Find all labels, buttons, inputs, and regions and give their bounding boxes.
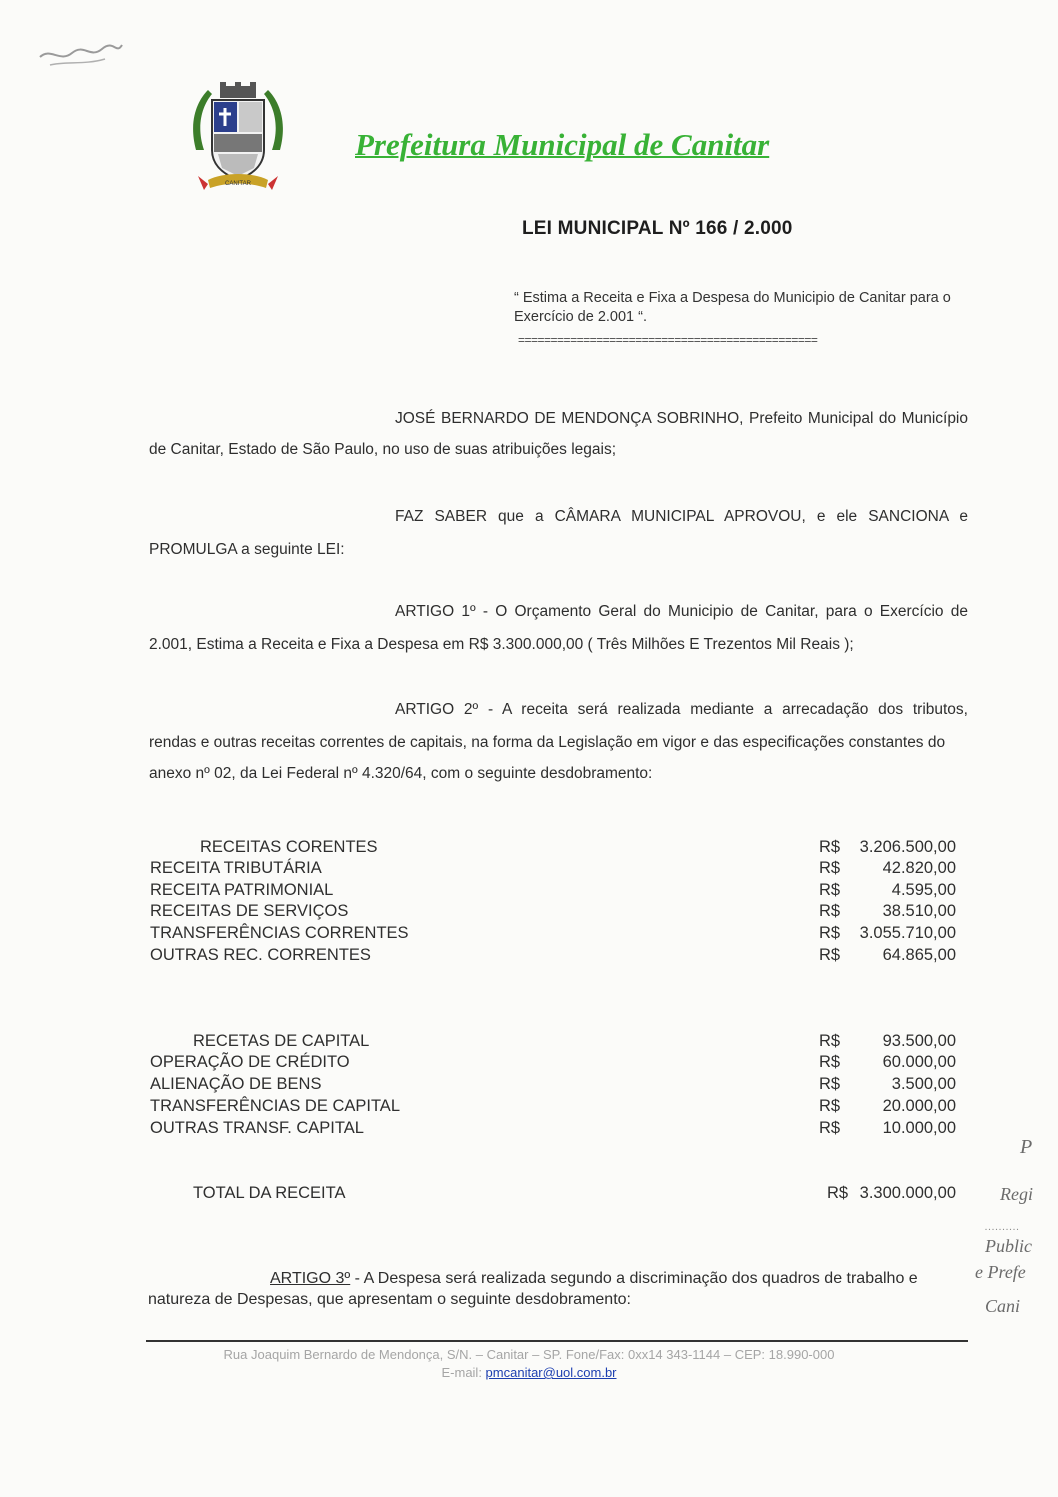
currency-symbol: R$ xyxy=(819,946,841,964)
total-revenue-label: TOTAL DA RECEITA xyxy=(193,1184,346,1202)
currency-symbol: R$ xyxy=(819,838,841,856)
crest-motto: CANITAR xyxy=(225,181,251,187)
revenue-value: 60.000,00 xyxy=(882,1053,956,1071)
revenue-value: 4.595,00 xyxy=(891,881,956,899)
organization-name: Prefeitura Municipal de Canitar xyxy=(355,127,770,162)
stamp-dots: .......... xyxy=(985,1222,1020,1233)
article1-line-1: ARTIGO 1º - O Orçamento Geral do Municipio de Canitar, para o Exercício de xyxy=(395,603,968,620)
stamp-text: Public xyxy=(985,1236,1032,1256)
law-title: LEI MUNICIPAL Nº 166 / 2.000 xyxy=(522,218,793,239)
preamble-line-1: JOSÉ BERNARDO DE MENDONÇA SOBRINHO, Prefeito Municipal do Município xyxy=(395,410,968,427)
currency-symbol: R$ xyxy=(819,924,841,942)
separator-line: ============================================== xyxy=(518,333,818,347)
footer-rule xyxy=(146,1340,968,1342)
article3-line-2: natureza de Despesas, que apresentam o seguinte desdobramento: xyxy=(148,1291,631,1308)
revenue-label: RECEITAS CORENTES xyxy=(200,838,378,856)
revenue-value: 93.500,00 xyxy=(882,1032,956,1050)
currency-symbol: R$ xyxy=(819,1075,841,1093)
revenue-value: 3.500,00 xyxy=(891,1075,956,1093)
revenue-label: OUTRAS REC. CORRENTES xyxy=(150,946,371,964)
municipal-crest-icon xyxy=(188,80,288,195)
revenue-label: RECEITAS DE SERVIÇOS xyxy=(150,902,349,920)
article2-line-2: rendas e outras receitas correntes de capitais, na forma da Legislação em vigor e das especificações constantes do xyxy=(149,734,946,751)
handwritten-mark xyxy=(30,35,125,70)
revenue-label: RECEITA PATRIMONIAL xyxy=(150,881,334,899)
revenue-value: 3.055.710,00 xyxy=(859,924,956,942)
article2-line-3: anexo nº 02, da Lei Federal nº 4.320/64, com o seguinte desdobramento: xyxy=(149,765,653,782)
footer-email-label: E-mail: xyxy=(441,1365,486,1380)
footer-email-line xyxy=(0,1365,1058,1380)
total-revenue-value: 3.300.000,00 xyxy=(859,1184,956,1202)
currency-symbol: R$ xyxy=(819,1097,841,1115)
currency-symbol: R$ xyxy=(819,859,841,877)
stamp-text: P xyxy=(1020,1136,1033,1158)
currency-symbol: R$ xyxy=(827,1184,849,1202)
footer-email-link[interactable]: pmcanitar@uol.com.br xyxy=(485,1365,617,1380)
currency-symbol: R$ xyxy=(819,902,841,920)
revenue-label: OPERAÇÃO DE CRÉDITO xyxy=(150,1053,350,1071)
revenue-value: 20.000,00 xyxy=(882,1097,956,1115)
law-ementa: “ Estima a Receita e Fixa a Despesa do Municipio de Canitar para o Exercício de 2.001 “. xyxy=(514,290,951,325)
enactment-line-1: FAZ SABER que a CÂMARA MUNICIPAL APROVOU, e ele SANCIONA e xyxy=(395,508,968,525)
enactment-line-2: PROMULGA a seguinte LEI: xyxy=(149,541,345,558)
revenue-label: RECETAS DE CAPITAL xyxy=(193,1032,370,1050)
article1-line-2: 2.001, Estima a Receita e Fixa a Despesa em R$ 3.300.000,00 ( Três Milhões E Trezentos Mil Reais ); xyxy=(149,636,854,653)
revenue-label: ALIENAÇÃO DE BENS xyxy=(150,1075,322,1093)
revenue-value: 3.206.500,00 xyxy=(859,838,956,856)
revenue-label: RECEITA TRIBUTÁRIA xyxy=(150,859,322,877)
revenue-value: 10.000,00 xyxy=(882,1119,956,1137)
revenue-value: 38.510,00 xyxy=(882,902,956,920)
article3-line-1-text: - A Despesa será realizada segundo a discriminação dos quadros de trabalho e xyxy=(350,1270,918,1287)
currency-symbol: R$ xyxy=(819,881,841,899)
preamble-line-2: de Canitar, Estado de São Paulo, no uso de suas atribuições legais; xyxy=(149,441,617,458)
revenue-value: 42.820,00 xyxy=(882,859,956,877)
revenue-label: TRANSFERÊNCIAS CORRENTES xyxy=(150,924,409,942)
stamp-text: Regi xyxy=(1000,1184,1033,1204)
revenue-label: TRANSFERÊNCIAS DE CAPITAL xyxy=(150,1097,400,1115)
stamp-text: e Prefe xyxy=(975,1262,1026,1282)
currency-symbol: R$ xyxy=(819,1032,841,1050)
article2-line-1: ARTIGO 2º - A receita será realizada mediante a arrecadação dos tributos, xyxy=(395,701,968,718)
stamp-text: Cani xyxy=(985,1296,1021,1316)
revenue-label: OUTRAS TRANSF. CAPITAL xyxy=(150,1119,364,1137)
currency-symbol: R$ xyxy=(819,1119,841,1137)
revenue-value: 64.865,00 xyxy=(882,946,956,964)
article3-line-1 xyxy=(270,1270,918,1288)
currency-symbol: R$ xyxy=(819,1053,841,1071)
footer-address: Rua Joaquim Bernardo de Mendonça, S/N. – Canitar – SP. Fone/Fax: 0xx14 343-1144 – CEP: 18.990-000 xyxy=(223,1347,835,1362)
article3-heading: ARTIGO 3º xyxy=(270,1270,351,1287)
